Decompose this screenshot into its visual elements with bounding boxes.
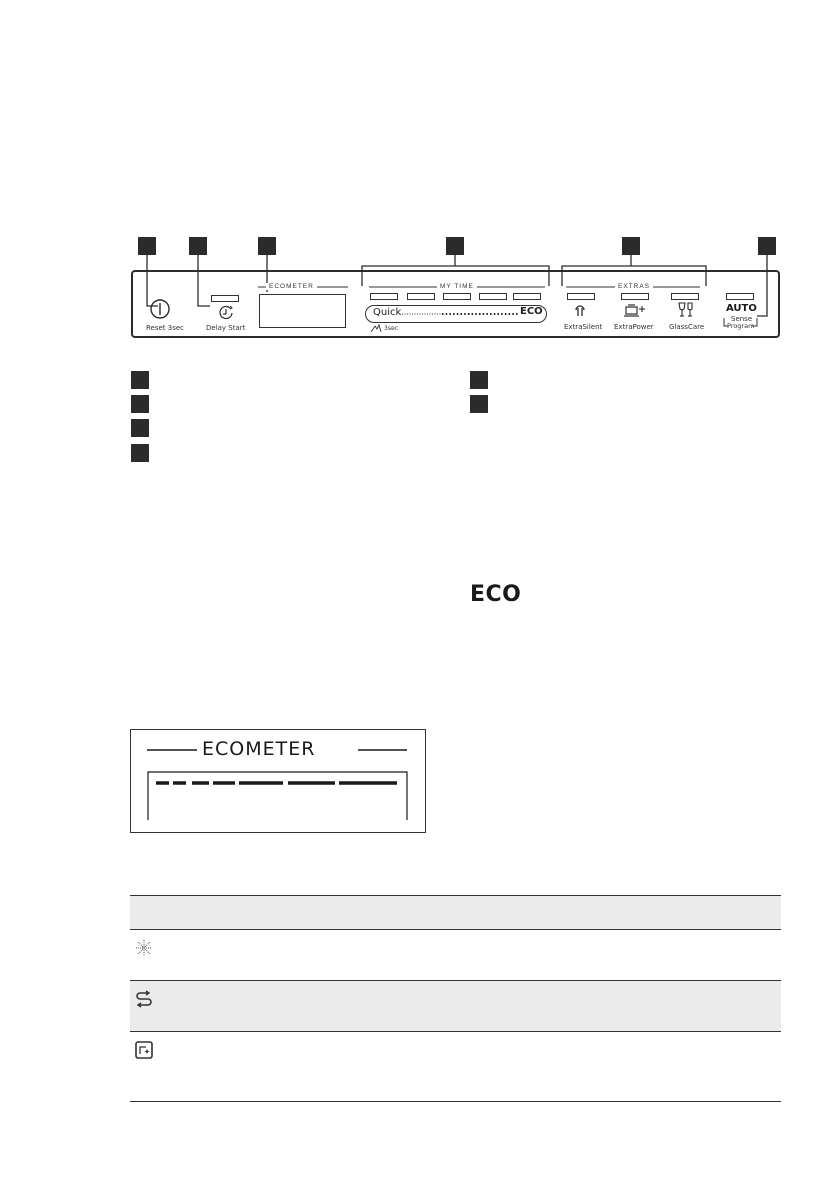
power-icon[interactable] [149,298,171,320]
extras-header: EXTRAS [615,283,653,290]
glasscare-icon[interactable] [677,301,695,319]
delay-start-icon[interactable] [217,304,235,320]
table-header-row [130,895,781,930]
table-row-rinse-aid [130,929,781,981]
extrapower-label: ExtraPower [614,323,654,331]
callout-leader-lines [0,0,839,400]
table-row-salt [130,980,781,1032]
legend-marker-1 [131,371,149,389]
legend-marker-6 [470,395,488,413]
ecometer-title: ECOMETER [202,738,316,760]
machine-care-icon [134,1040,154,1060]
mytime-indicator-4 [479,293,507,300]
extrasilent-icon[interactable] [572,302,588,318]
rinse-aid-sparkle-icon [134,938,154,958]
ecometer-display [130,729,426,833]
eco-heading: ECO [470,582,522,607]
extrapower-indicator [621,293,649,300]
mytime-dotted-scale [402,311,520,317]
glasscare-indicator [671,293,699,300]
extrapower-icon[interactable] [624,302,646,318]
salt-regeneration-icon [134,989,154,1009]
mytime-header: MY TIME [437,283,477,290]
legend-marker-5 [470,371,488,389]
legend-marker-3 [131,419,149,437]
auto-label[interactable]: AUTO [726,303,757,314]
glasscare-label: GlassCare [669,323,705,331]
sparkle-hold-icon [370,324,382,334]
ecometer-display-small [259,294,346,328]
sense-label: Sense [731,315,753,323]
legend-marker-4 [131,444,149,462]
delay-start-label: Delay Start [206,324,246,332]
reset-label: Reset 3sec [146,324,185,332]
extrasilent-indicator [567,293,595,300]
mytime-indicator-2 [407,293,435,300]
three-sec-label: 3sec [384,325,398,332]
mytime-indicator-3 [443,293,471,300]
delay-start-indicator [211,295,239,302]
mytime-quick-label: Quick [373,307,402,318]
mytime-indicator-5 [513,293,541,300]
table-row-machine-care [130,1031,781,1102]
extrasilent-label: ExtraSilent [564,323,603,331]
ecometer-header: ECOMETER [266,283,317,290]
mytime-eco-label: ECO [520,306,543,317]
mytime-indicator-1 [370,293,398,300]
program-label: Program [727,322,755,330]
legend-marker-2 [131,395,149,413]
